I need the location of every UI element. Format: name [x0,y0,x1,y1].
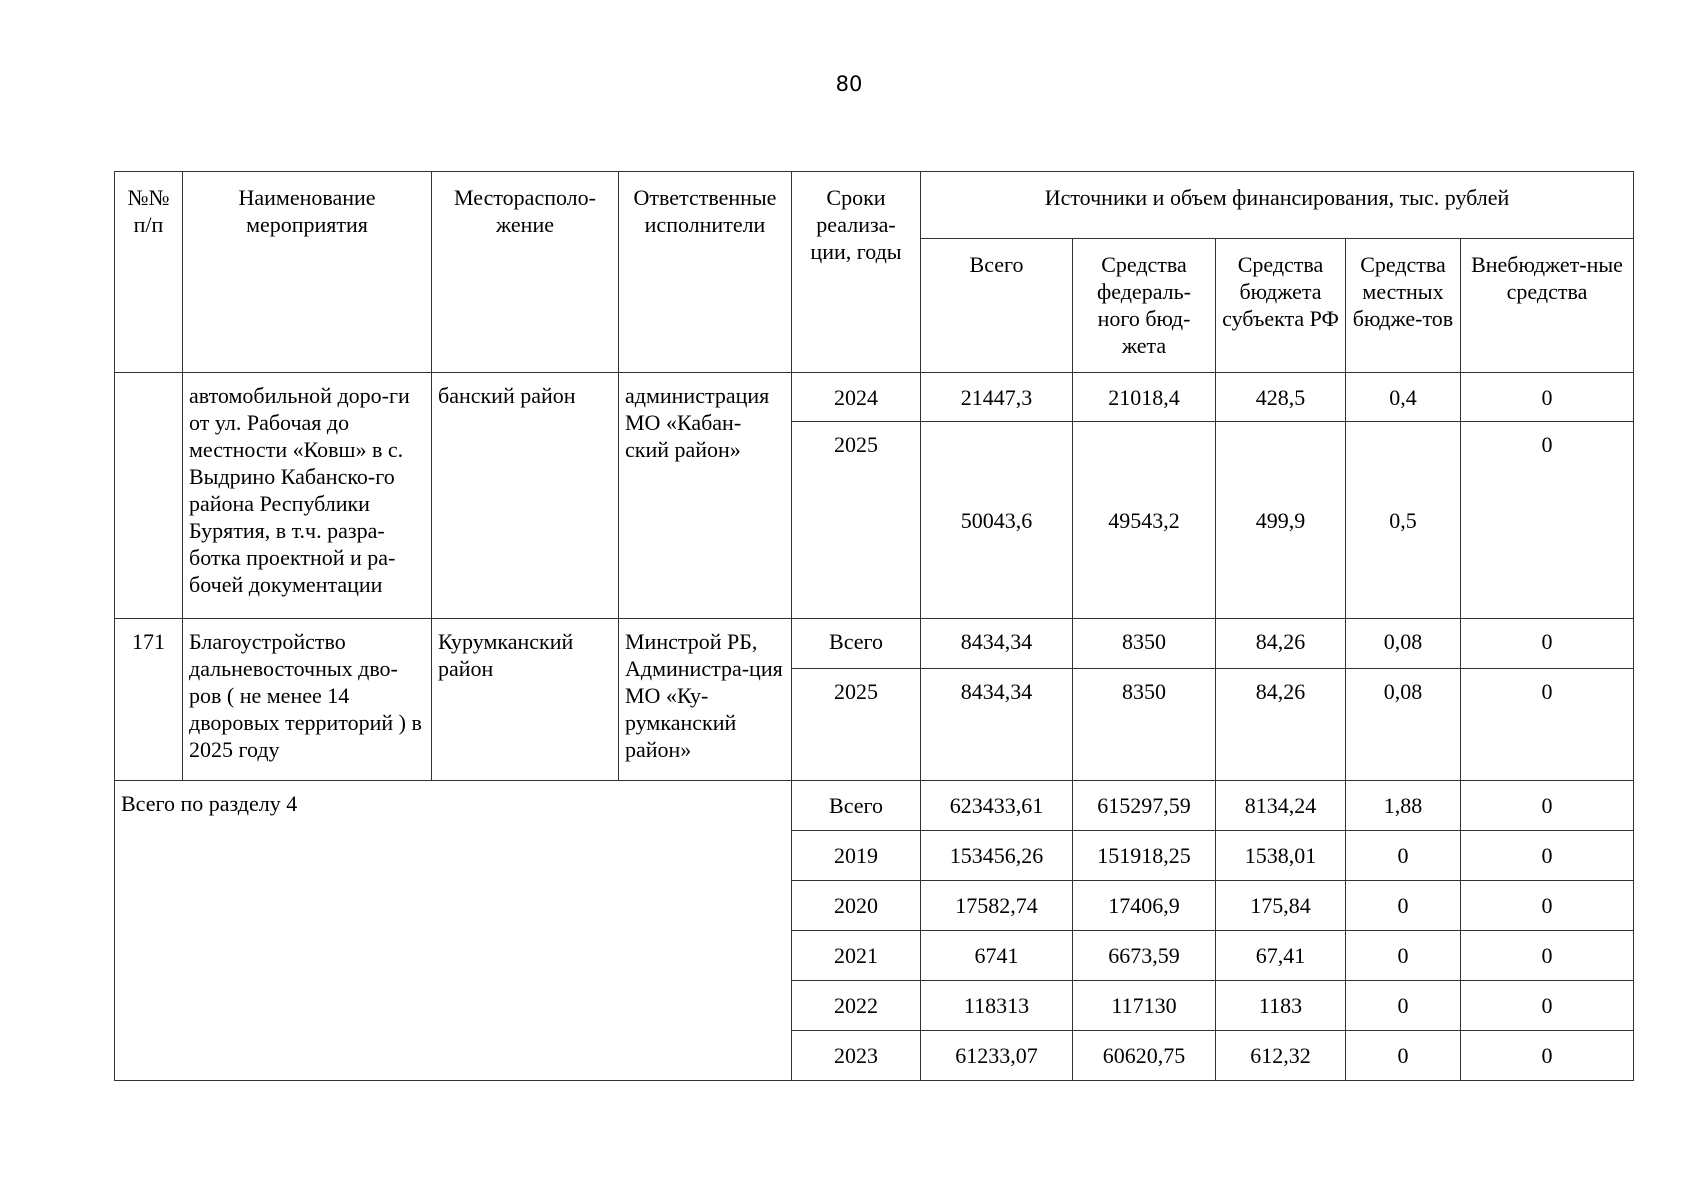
total-cell: 61233,07 [921,1031,1073,1081]
extra-cell: 0 [1461,619,1634,669]
year-cell: 2021 [792,931,921,981]
section-total-label: Всего по разделу 4 [115,781,792,1081]
federal-cell: 49543,2 [1073,422,1216,619]
regional-cell: 67,41 [1216,931,1346,981]
local-cell: 0,4 [1346,373,1461,422]
regional-cell: 8134,24 [1216,781,1346,831]
item-171-location: Курумканский район [432,619,619,781]
local-cell: 1,88 [1346,781,1461,831]
header-funding: Источники и объем финансирования, тыс. рублей [921,172,1634,239]
year-cell: Всего [792,781,921,831]
local-cell: 0 [1346,881,1461,931]
federal-cell: 21018,4 [1073,373,1216,422]
header-responsible: Ответственные исполнители [619,172,792,373]
federal-cell: 8350 [1073,669,1216,781]
year-cell: 2022 [792,981,921,1031]
total-cell: 8434,34 [921,669,1073,781]
header-num: №№ п/п [115,172,183,373]
total-cell: 50043,6 [921,422,1073,619]
year-cell: 2020 [792,881,921,931]
federal-cell: 17406,9 [1073,881,1216,931]
item-cont-responsible: администрация МО «Кабан-ский район» [619,373,792,619]
header-name: Наименование мероприятия [183,172,432,373]
financing-table [114,171,1634,1081]
federal-cell: 6673,59 [1073,931,1216,981]
total-cell: 6741 [921,931,1073,981]
local-cell: 0,08 [1346,619,1461,669]
year-cell: 2024 [792,373,921,422]
header-regional: Средства бюджета субъекта РФ [1216,239,1346,373]
extra-cell: 0 [1461,422,1634,619]
federal-cell: 615297,59 [1073,781,1216,831]
year-cell: 2025 [792,422,921,619]
regional-cell: 84,26 [1216,619,1346,669]
extra-cell: 0 [1461,831,1634,881]
total-cell: 8434,34 [921,619,1073,669]
item-171-num: 171 [115,619,183,781]
year-cell: 2025 [792,669,921,781]
year-cell: 2019 [792,831,921,881]
total-cell: 153456,26 [921,831,1073,881]
header-period: Сроки реализа-ции, годы [792,172,921,373]
header-location: Месторасполо-жение [432,172,619,373]
regional-cell: 1538,01 [1216,831,1346,881]
table-row [115,373,1634,422]
regional-cell: 1183 [1216,981,1346,1031]
page-number: 80 [835,72,863,96]
extra-cell: 0 [1461,781,1634,831]
total-cell: 623433,61 [921,781,1073,831]
federal-cell: 151918,25 [1073,831,1216,881]
year-cell: 2023 [792,1031,921,1081]
federal-cell: 117130 [1073,981,1216,1031]
federal-cell: 60620,75 [1073,1031,1216,1081]
extra-cell: 0 [1461,931,1634,981]
item-171-responsible: Минстрой РБ, Администра-ция МО «Ку-румканский район» [619,619,792,781]
regional-cell: 612,32 [1216,1031,1346,1081]
header-local: Средства местных бюдже-тов [1346,239,1461,373]
table-row [115,781,1634,831]
local-cell: 0,5 [1346,422,1461,619]
extra-cell: 0 [1461,981,1634,1031]
regional-cell: 499,9 [1216,422,1346,619]
regional-cell: 175,84 [1216,881,1346,931]
total-cell: 17582,74 [921,881,1073,931]
header-federal: Средства федераль-ного бюд-жета [1073,239,1216,373]
extra-cell: 0 [1461,669,1634,781]
item-171-name: Благоустройство дальневосточных дво-ров ( не менее 14 дворовых территорий ) в 2025 году [183,619,432,781]
local-cell: 0 [1346,831,1461,881]
extra-cell: 0 [1461,1031,1634,1081]
local-cell: 0,08 [1346,669,1461,781]
item-cont-location: банский район [432,373,619,619]
total-cell: 21447,3 [921,373,1073,422]
header-extra: Внебюджет-ные средства [1461,239,1634,373]
local-cell: 0 [1346,1031,1461,1081]
item-cont-num [115,373,183,619]
item-cont-name: автомобильной доро-ги от ул. Рабочая до местности «Ковш» в с. Выдрино Кабанско-го района Республики Бурятия, в т.ч. разра-ботка проектной и ра-бочей документации [183,373,432,619]
year-cell: Всего [792,619,921,669]
local-cell: 0 [1346,981,1461,1031]
extra-cell: 0 [1461,373,1634,422]
total-cell: 118313 [921,981,1073,1031]
local-cell: 0 [1346,931,1461,981]
extra-cell: 0 [1461,881,1634,931]
federal-cell: 8350 [1073,619,1216,669]
regional-cell: 84,26 [1216,669,1346,781]
header-total: Всего [921,239,1073,373]
header-row-1 [115,172,1634,239]
table-row [115,619,1634,669]
regional-cell: 428,5 [1216,373,1346,422]
